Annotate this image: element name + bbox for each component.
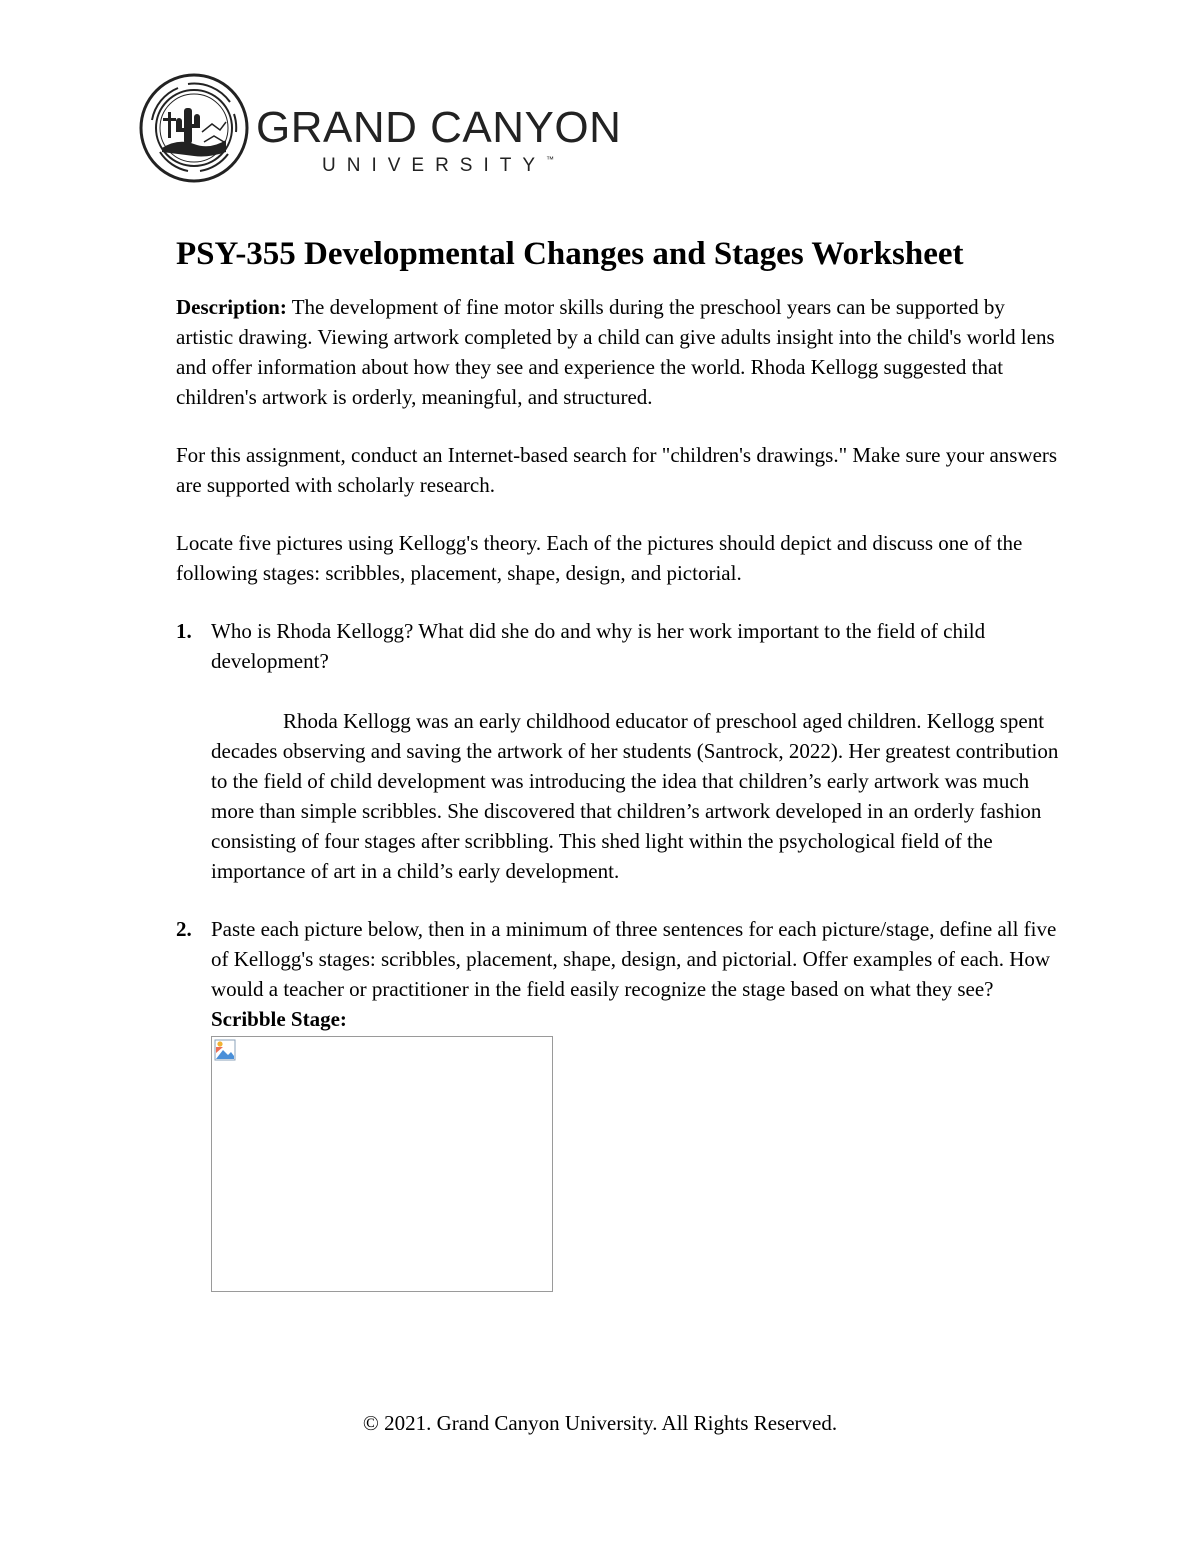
- trademark-symbol: ™: [546, 155, 555, 164]
- university-seal-icon: [138, 72, 250, 184]
- assignment-paragraph: For this assignment, conduct an Internet-based search for "children's drawings." Make sure your answers are supported with scholarly research.: [176, 443, 1058, 497]
- logo-wordmark-university: UNIVERSITY: [322, 155, 547, 176]
- question-number: 2.: [176, 917, 192, 941]
- description-text: The development of fine motor skills during the preschool years can be supported by artistic drawing. Viewing artwork completed by a child can give adults insight into the child's world lens and offer information about how they see and experience the world. Rhoda Kellogg suggested that children's artwork is orderly, meaningful, and structured.: [176, 295, 1055, 409]
- broken-image-icon: [214, 1039, 236, 1061]
- question-item: [176, 616, 1066, 886]
- page-title: PSY-355 Developmental Changes and Stages Worksheet: [176, 236, 964, 272]
- logo-wordmark-secondary: [322, 156, 554, 175]
- scribble-stage-image-placeholder[interactable]: [211, 1036, 553, 1292]
- document-body: [176, 232, 1066, 1292]
- scribble-stage-label: Scribble Stage:: [211, 1007, 347, 1031]
- answer-text: Rhoda Kellogg was an early childhood educator of preschool aged children. Kellogg spent decades observing and saving the artwork of her students (Santrock, 2022). Her greatest contribution to the field of child development was introducing the idea that children’s early artwork was much more than simple scribbles. She discovered that children’s artwork developed in an orderly fashion consisting of four stages after scribbling. This shed light within the psychological field of the importance of art in a child’s early development.: [211, 709, 1059, 883]
- description-paragraph: [176, 292, 1066, 412]
- question-text: Paste each picture below, then in a minimum of three sentences for each picture/stage, define all five of Kellogg's stages: scribbles, placement, shape, design, and pictorial. Offer examples of each. How would a teacher or practitioner in the field easily recognize the stage based on what they see?: [211, 917, 1057, 1001]
- logo-wordmark-primary: GRAND CANYON: [256, 103, 622, 152]
- university-logo: [138, 72, 622, 184]
- question-text: Who is Rhoda Kellogg? What did she do and why is her work important to the field of child development?: [211, 619, 986, 673]
- question-list: [176, 616, 1066, 1292]
- description-label: Description:: [176, 295, 287, 319]
- instructions-paragraph: Locate five pictures using Kellogg's theory. Each of the pictures should depict and discuss one of the following stages: scribbles, placement, shape, design, and pictorial.: [176, 531, 1023, 585]
- question-item: [176, 914, 1066, 1292]
- copyright-footer: © 2021. Grand Canyon University. All Rights Reserved.: [362, 1411, 838, 1435]
- question-number: 1.: [176, 619, 192, 643]
